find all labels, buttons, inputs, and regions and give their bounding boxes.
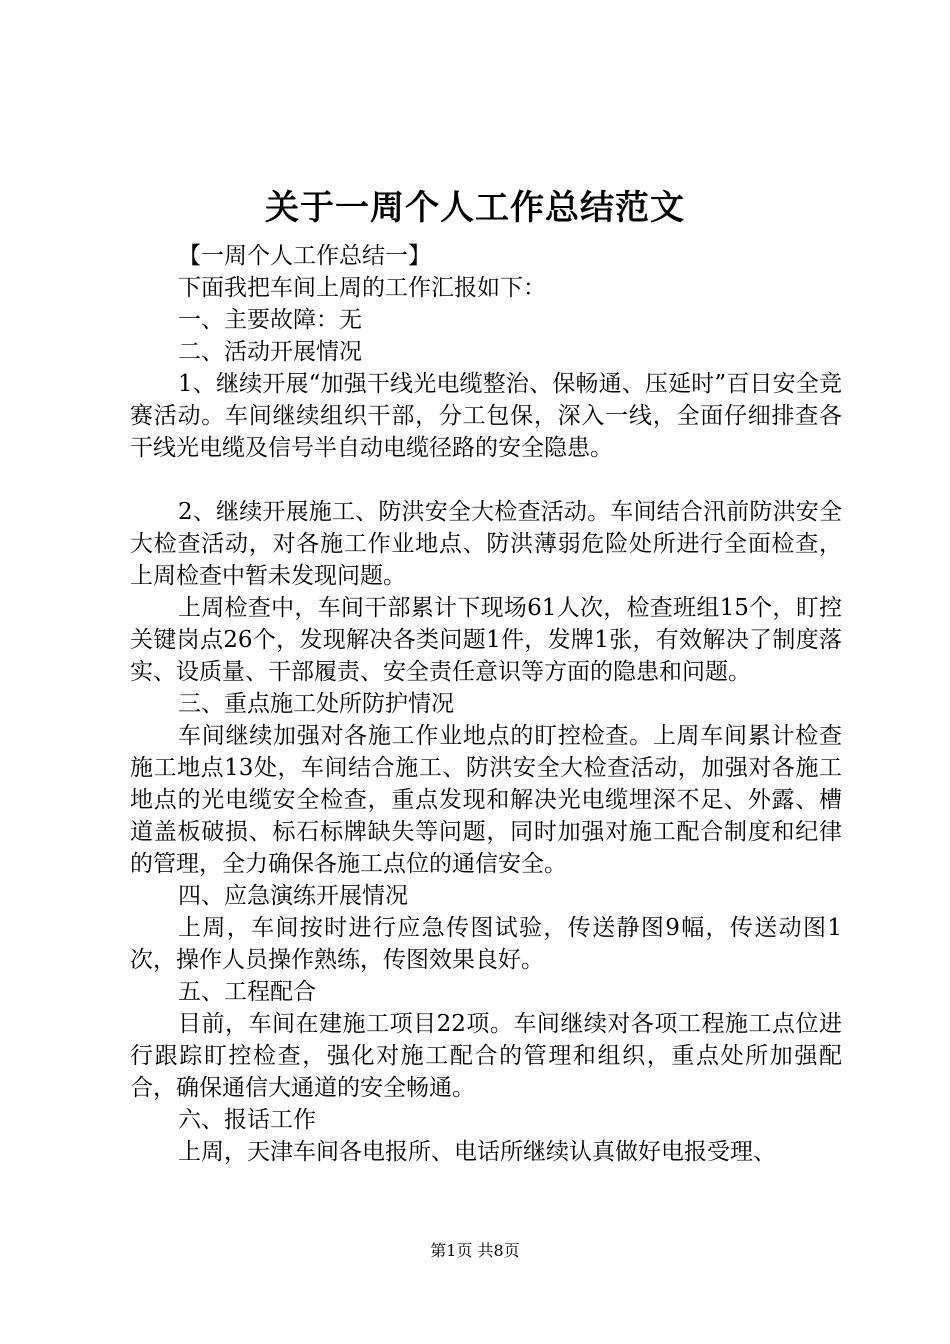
page-number: 第1页 共8页: [430, 1241, 520, 1260]
section-heading: 【一周个人工作总结一】: [178, 243, 431, 269]
section-heading: 六、报话工作: [178, 1107, 316, 1133]
paragraph: 上周，天津车间各电报所、电话所继续认真做好电报受理、: [178, 1139, 776, 1165]
paragraph: 2、继续开展施工、防洪安全大检查活动。车间结合汛前防洪安全大检查活动，对各施工作业地点、防洪薄弱危险处所进行全面检查，上周检查中暂未发现问题。: [130, 499, 842, 589]
paragraph: 1、继续开展“加强干线光电缆整治、保畅通、压延时”百日安全竞赛活动。车间继续组织干部，分工包保，深入一线，全面仔细排查各干线光电缆及信号半自动电缆径路的安全隐患。: [130, 371, 842, 461]
paragraph: 上周，车间按时进行应急传图试验，传送静图9幅，传送动图1次，操作人员操作熟练，传图效果良好。: [130, 915, 842, 973]
section-heading: 三、重点施工处所防护情况: [178, 691, 454, 717]
paragraph: 车间继续加强对各施工作业地点的盯控检查。上周车间累计检查施工地点13处，车间结合施工、防洪安全大检查活动，加强对各施工地点的光电缆安全检查，重点发现和解决光电缆埋深不足、外露、槽道盖板破损、标石标牌缺失等问题，同时加强对施工配合制度和纪律的管理，全力确保各施工点位的通信安全。: [130, 723, 842, 877]
section-heading: 五、工程配合: [178, 979, 316, 1005]
section-heading: 四、应急演练开展情况: [178, 883, 408, 909]
paragraph: 目前，车间在建施工项目22项。车间继续对各项工程施工点位进行跟踪盯控检查，强化对施工配合的管理和组织，重点处所加强配合，确保通信大通道的安全畅通。: [130, 1011, 842, 1101]
document-title: 关于一周个人工作总结范文: [265, 188, 685, 228]
paragraph: 上周检查中，车间干部累计下现场61人次，检查班组15个，盯控关键岗点26个，发现解决各类问题1件，发牌1张，有效解决了制度落实、设质量、干部履责、安全责任意识等方面的隐患和问题。: [130, 595, 842, 685]
paragraph: 下面我把车间上周的工作汇报如下：: [178, 275, 546, 301]
section-heading: 二、活动开展情况: [178, 339, 362, 365]
document-body: [130, 240, 842, 1168]
section-heading: 一、主要故障：无: [178, 307, 362, 333]
